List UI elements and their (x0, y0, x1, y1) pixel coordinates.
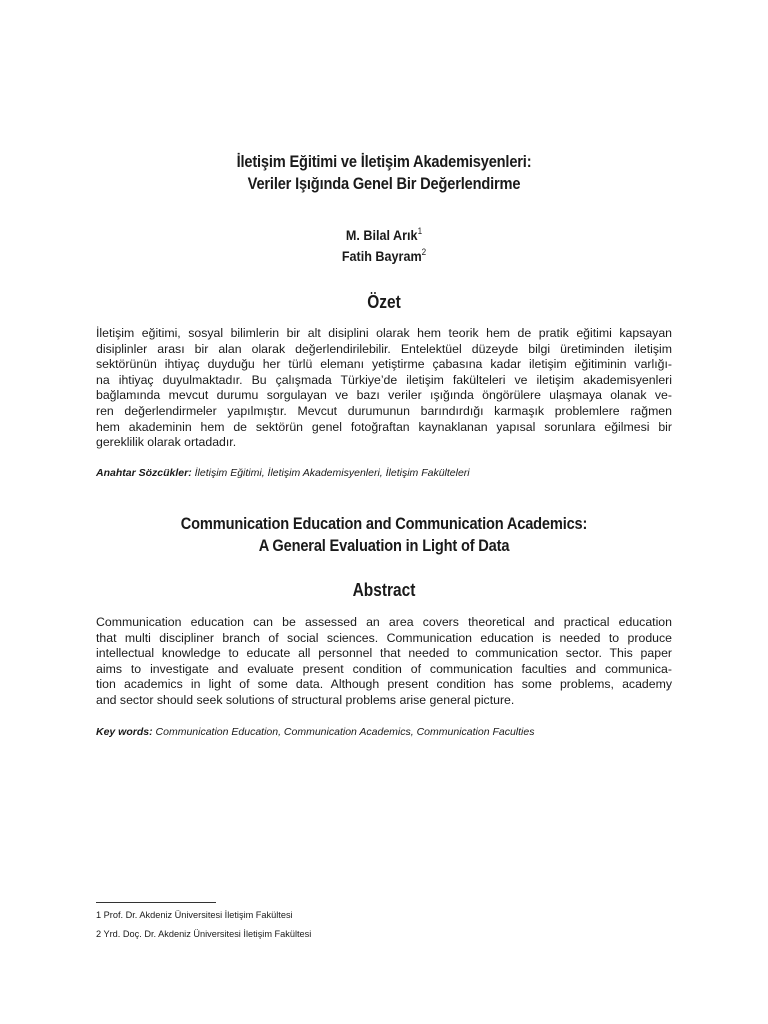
abstract-line: tion academics in light of some data. Although present condition has some problems, academy (96, 677, 672, 692)
turkish-keywords-label: Anahtar Sözcükler: (96, 467, 192, 479)
ozet-heading: Özet (367, 292, 401, 312)
turkish-title-line-1: İletişim Eğitimi ve İletişim Akademisyenleri: (236, 152, 532, 171)
ozet-line: İletişim eğitimi, sosyal bilimlerin bir alt disiplini olarak hem teorik hem de pratik eğitimi kapsayan (96, 326, 672, 340)
ozet-line: bağlamında mevcut durumu sorgulayan ve bazı veriler ışığında öngörülere ulaşmaya olanak ve- (96, 388, 672, 403)
paper-page (96, 0, 672, 1024)
author-2-footnote-mark: 2 (421, 247, 427, 257)
turkish-keywords-list: İletişim Eğitimi, İletişim Akademisyenleri, İletişim Fakülteleri (194, 467, 470, 479)
ozet-line: na ihtiyaç duyulmaktadır. Bu çalışmada Türkiye’de iletişim fakülteleri ve iletişim akademisyenleri (96, 372, 672, 387)
english-title (136, 513, 631, 557)
abstract-line: that multi discipliner branch of social sciences. Communication education is needed to produce (96, 630, 672, 645)
abstract-line: intellectual knowledge to educate all personnel that needed to communication sector. This paper (96, 646, 672, 661)
turkish-title (136, 151, 631, 195)
english-keywords-list: Communication Education, Communication Academics, Communication Faculties (155, 726, 535, 738)
author-1 (125, 225, 643, 245)
author-2 (125, 246, 643, 266)
ozet-line: gereklilik olarak ortadadır. (96, 435, 237, 450)
footnote-divider (96, 902, 216, 903)
ozet-line: disiplinler arası bir alan olarak değerlendirilebilir. Entelektüel düzeyde bilgi üretiminden iletişim (96, 341, 672, 356)
turkish-keywords (96, 466, 672, 480)
footnote-2: 2 Yrd. Doç. Dr. Akdeniz Üniversitesi İletişim Fakültesi (96, 929, 312, 939)
english-title-line-2: A General Evaluation in Light of Data (258, 536, 510, 555)
ozet-paragraph (96, 326, 672, 451)
ozet-line: ren değerlendirmeler yapılmıştır. Mevcut durumunun barındırdığı karmaşık problemlere rağmen (96, 403, 672, 418)
author-1-name: M. Bilal Arık (345, 227, 418, 243)
abstract-line: aims to investigate and evaluate present condition of communication faculties and communica- (96, 661, 672, 676)
abstract-heading: Abstract (352, 580, 416, 600)
abstract-line: Communication education can be assessed an area covers theoretical and practical education (96, 615, 672, 629)
english-keywords-label: Key words: (96, 726, 153, 738)
author-2-name: Fatih Bayram (341, 248, 422, 264)
abstract-paragraph (96, 615, 672, 709)
footnote-1: 1 Prof. Dr. Akdeniz Üniversitesi İletişim Fakültesi (96, 910, 293, 920)
english-keywords (96, 725, 672, 739)
ozet-line: sektörünün ihtiyaç duyduğu her türlü elemanı yetiştirme çabasına kadar iletişim eğitiminin varlığı- (96, 357, 672, 372)
english-title-line-1: Communication Education and Communication Academics: (180, 514, 588, 533)
ozet-line: hem akademinin hem de sektörün genel fotoğraftan kaynaklanan yapısal sorunlara eğilmesi bir (96, 419, 672, 434)
abstract-line: and sector should seek solutions of structural problems arise general picture. (96, 692, 515, 707)
turkish-title-line-2: Veriler Işığında Genel Bir Değerlendirme (247, 174, 521, 193)
author-1-footnote-mark: 1 (417, 226, 423, 236)
